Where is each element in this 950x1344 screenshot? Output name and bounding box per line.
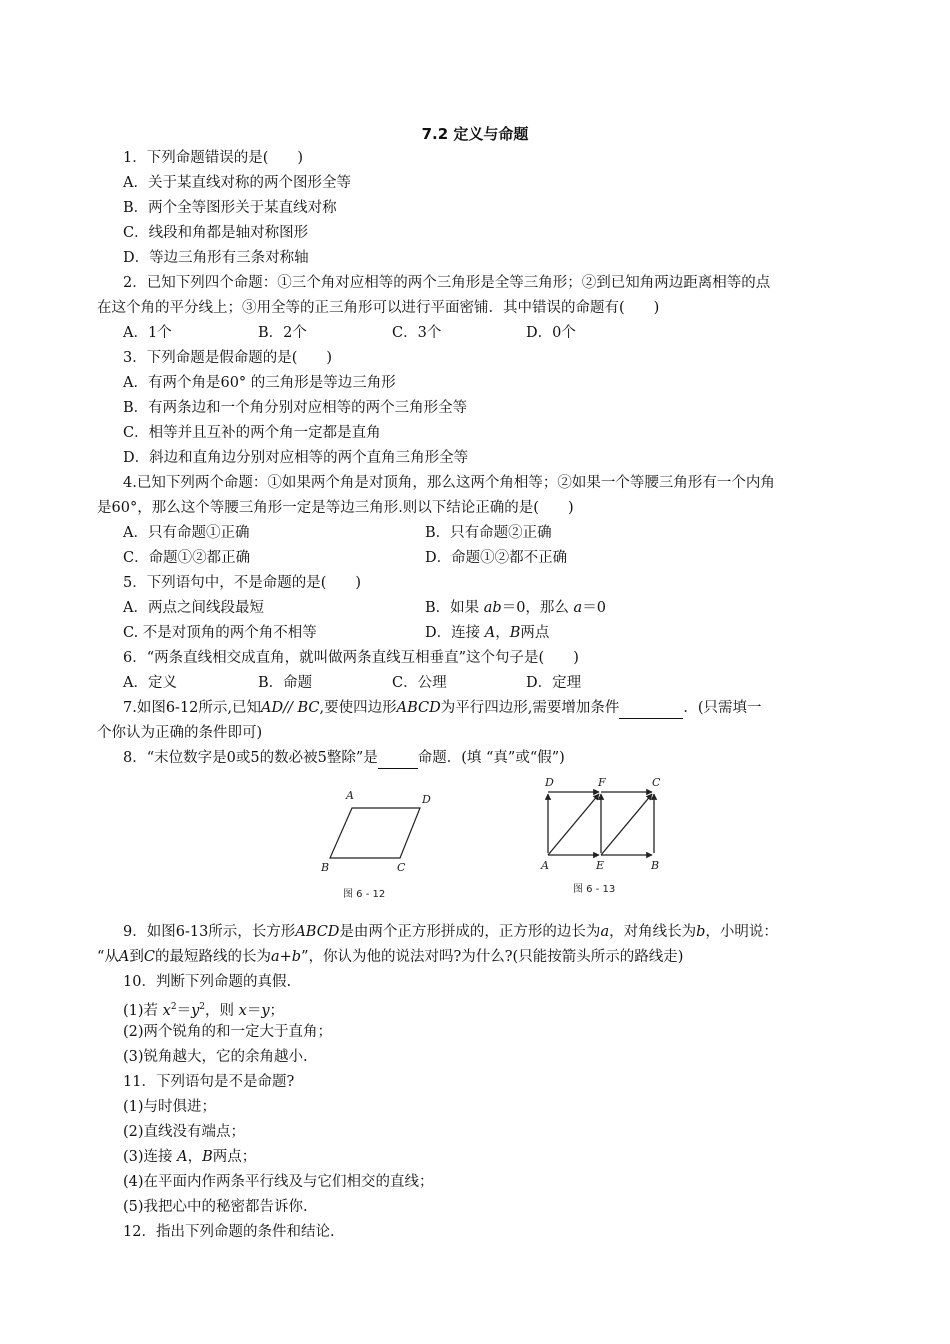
q1-option-c: C．线段和角都是轴对称图形	[123, 225, 309, 241]
q3-option-b: B．有两条边和一个角分别对应相等的两个三角形全等	[123, 400, 468, 416]
q2-option-d: D．0个	[526, 325, 576, 341]
q11-item-1: (1)与时俱进；	[123, 1099, 217, 1115]
q6-option-d: D．定理	[526, 675, 582, 691]
q1-option-a: A．关于某直线对称的两个图形全等	[123, 175, 351, 191]
q2-option-c: C．3个	[392, 325, 442, 341]
q2-option-b: B．2个	[258, 325, 307, 341]
q6-option-a: A．定义	[123, 675, 177, 691]
q9-line2: “从A到C的最短路线的长为a+b”，你认为他的说法对吗?为什么?(只能按箭头所示的路线走)	[97, 949, 684, 965]
q7-line1: 7.如图6-12所示,已知AD// BC,要使四边形ABCD为平行四边形,需要增加条件 ．(只需填一	[123, 698, 762, 719]
diagonal-e-c	[601, 794, 652, 855]
q6-option-b: B．命题	[258, 675, 313, 691]
q11-item-4: (4)在平面内作两条平行线及与它们相交的直线；	[123, 1174, 434, 1190]
q10-item-3: (3)锐角越大，它的余角越小.	[123, 1049, 308, 1065]
q7-line2: 个你认为正确的条件即可)	[97, 725, 263, 741]
q8-answer-blank[interactable]	[378, 748, 418, 769]
q1-option-d: D．等边三角形有三条对称轴	[123, 250, 309, 266]
q10-stem: 10．判断下列命题的真假.	[123, 974, 292, 990]
q2-line1: 2．已知下列四个命题：①三个角对应相等的两个三角形是全等三角形；②到已知角两边距离相等的点	[123, 275, 771, 291]
q7-answer-blank[interactable]	[619, 698, 683, 719]
fig13-label-a: A	[541, 859, 549, 872]
q5-stem: 5．下列语句中，不是命题的是( )	[123, 575, 362, 591]
q1-option-b: B．两个全等图形关于某直线对称	[123, 200, 337, 216]
q12-stem: 12．指出下列命题的条件和结论.	[123, 1224, 335, 1240]
figure-6-13	[535, 776, 675, 901]
q9-line1: 9．如图6-13所示，长方形ABCD是由两个正方形拼成的，正方形的边长为a，对角线长为b，小明说：	[123, 924, 778, 940]
q8-line: 8．“末位数字是0或5的数必被5整除”是 命题．(填 “真”或“假”)	[123, 748, 565, 769]
q4-line2: 是60°，那么这个等腰三角形一定是等边三角形.则以下结论正确的是( )	[97, 500, 574, 516]
fig12-label-d: D	[422, 793, 431, 806]
q5-option-a: A．两点之间线段最短	[123, 600, 264, 616]
fig13-label-d: D	[545, 776, 554, 789]
fig12-caption: 图 6 - 12	[343, 889, 386, 900]
q3-stem: 3．下列命题是假命题的是( )	[123, 350, 333, 366]
diagonal-a-f	[548, 794, 599, 855]
q11-item-5: (5)我把心中的秘密都告诉你.	[123, 1199, 308, 1215]
fig13-label-f: F	[598, 776, 606, 789]
q4-option-b: B．只有命题②正确	[425, 525, 552, 541]
parallelogram-abcd	[330, 808, 420, 858]
q11-item-3: (3)连接 A，B两点；	[123, 1149, 257, 1165]
q5-option-d: D．连接 A，B两点	[425, 625, 550, 641]
page-title: 7.2 定义与命题	[421, 125, 529, 143]
q4-line1: 4.已知下列两个命题：①如果两个角是对顶角，那么这两个角相等；②如果一个等腰三角形有一个内角	[123, 475, 775, 491]
fig12-label-a: A	[346, 789, 354, 802]
fig12-label-c: C	[397, 861, 406, 874]
q4-option-d: D．命题①②都不正确	[425, 550, 568, 566]
q11-stem: 11．下列语句是不是命题?	[123, 1074, 295, 1090]
fig13-label-e: E	[596, 859, 605, 872]
q4-option-c: C．命题①②都正确	[123, 550, 251, 566]
q10-item-2: (2)两个锐角的和一定大于直角；	[123, 1024, 333, 1040]
fig13-label-b: B	[651, 859, 660, 872]
q3-option-a: A．有两个角是60° 的三角形是等边三角形	[123, 375, 396, 391]
q4-option-a: A．只有命题①正确	[123, 525, 250, 541]
q5-option-c: C. 不是对顶角的两个角不相等	[123, 625, 317, 641]
q2-line2: 在这个角的平分线上；③用全等的正三角形可以进行平面密铺．其中错误的命题有( )	[97, 300, 660, 316]
q10-item-1: (1)若 $x^2=y^2$，则 x＝y；	[123, 1002, 285, 1019]
fig12-label-b: B	[321, 861, 330, 874]
figure-6-12	[310, 780, 460, 905]
q6-stem: 6．“两条直线相交成直角，就叫做两条直线互相垂直”这个句子是( )	[123, 650, 579, 666]
q5-option-b: B．如果 ab＝0，那么 a＝0	[425, 600, 606, 616]
fig13-caption: 图 6 - 13	[573, 884, 616, 895]
fig13-label-c: C	[652, 776, 661, 789]
q3-option-c: C．相等并且互补的两个角一定都是直角	[123, 425, 381, 441]
q3-option-d: D．斜边和直角边分别对应相等的两个直角三角形全等	[123, 450, 469, 466]
q2-option-a: A．1个	[123, 325, 172, 341]
q11-item-2: (2)直线没有端点；	[123, 1124, 246, 1140]
q1-stem: 1．下列命题错误的是( )	[123, 150, 304, 166]
q6-option-c: C．公理	[392, 675, 447, 691]
